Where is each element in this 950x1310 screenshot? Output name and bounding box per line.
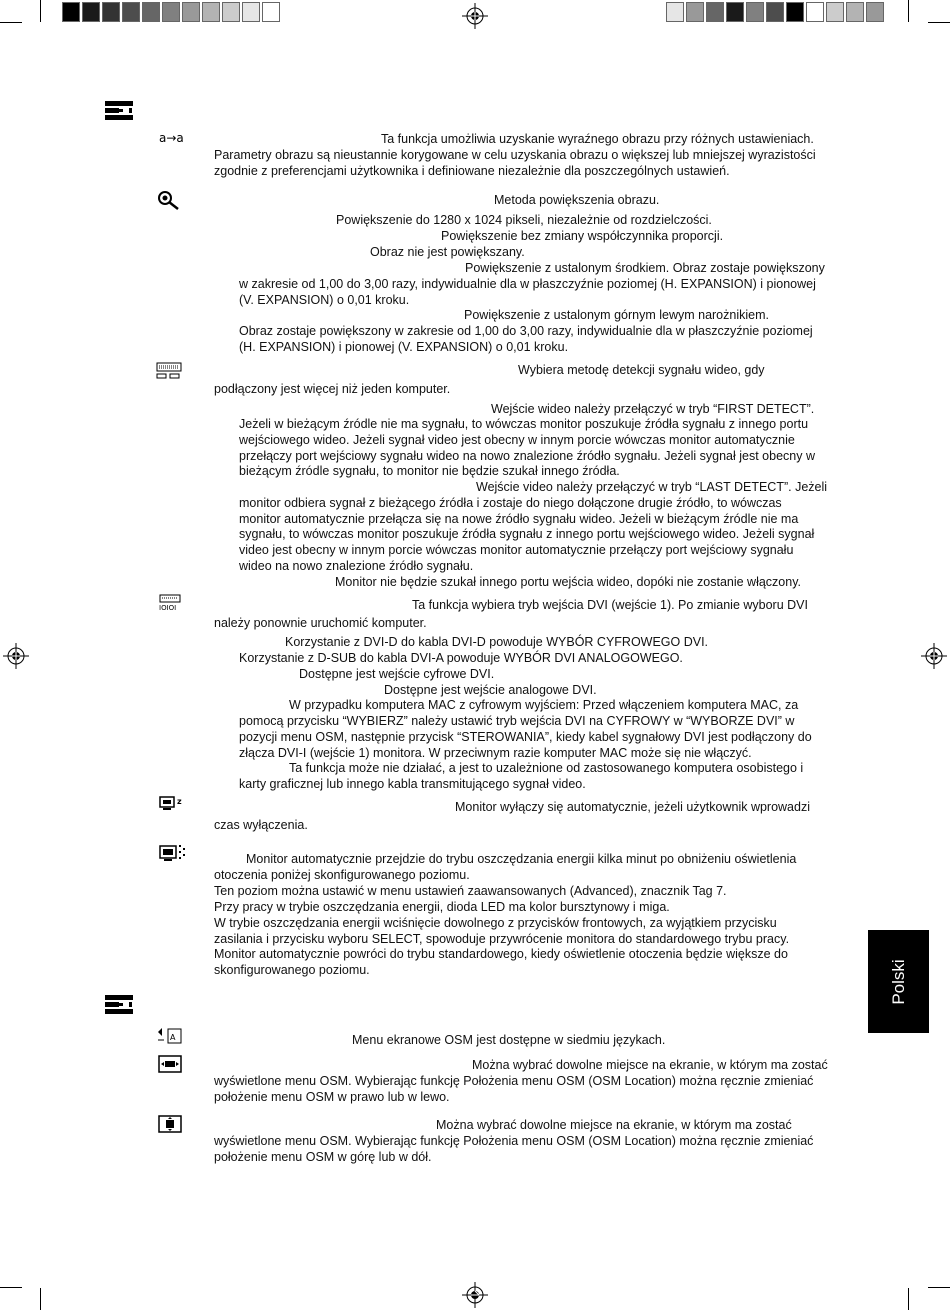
color-swatch	[82, 2, 100, 22]
text-line: Obraz zostaje powiększony w zakresie od 1,00 do 3,00 razy, indywidualnie dla w płaszczyźnie poziomej	[239, 324, 813, 338]
text-line: (V. EXPANSION) o 0,01 kroku.	[239, 293, 410, 307]
vertical-position-icon	[158, 1115, 182, 1133]
text-line: Parametry obrazu są nieustannie korygowane w celu uzyskania obrazu o większej lub mniejszej wyrazistości	[214, 148, 816, 162]
text-line: zasilania i przycisku wyboru SELECT, spowoduje przywrócenie monitora do standardowego trybu pracy.	[214, 932, 790, 946]
color-swatch	[726, 2, 744, 22]
registration-mark-icon	[921, 643, 947, 669]
color-swatch	[806, 2, 824, 22]
color-swatch	[202, 2, 220, 22]
crop-mark	[928, 1287, 950, 1288]
text-line: Powiększenie z ustalonym środkiem. Obraz zostaje powiększony	[465, 261, 825, 275]
text-line: otoczenia poniżej skonfigurowanego poziomu.	[214, 868, 470, 882]
text-line: Można wybrać dowolne miejsce na ekranie, w którym ma zostać	[472, 1058, 828, 1072]
crop-mark	[40, 0, 41, 22]
text-line: Można wybrać dowolne miejsce na ekranie, w którym ma zostać	[436, 1118, 792, 1132]
text-line: Przy pracy w trybie oszczędzania energii, dioda LED ma kolor bursztynowy i miga.	[214, 900, 670, 914]
color-swatch	[686, 2, 704, 22]
crop-mark	[928, 22, 950, 23]
text-line: Monitor wyłączy się automatycznie, jeżeli użytkownik wprowadzi	[455, 800, 810, 814]
text-line: Obraz nie jest powiększany.	[370, 245, 525, 259]
svg-text:a→a: a→a	[159, 131, 184, 145]
text-line: wejściowego wideo. Jeżeli sygnał video jest obecny w innym porcie wówczas monitor automatycznie	[239, 433, 795, 447]
text-line: skonfigurowanego poziomu.	[214, 963, 370, 977]
text-line: Powiększenie do 1280 x 1024 pikseli, niezależnie od rozdzielczości.	[336, 213, 712, 227]
text-line: Wejście wideo należy przełączyć w tryb “FIRST DETECT”.	[491, 402, 815, 416]
color-swatch	[666, 2, 684, 22]
svg-text:z: z	[177, 797, 182, 806]
registration-mark-icon	[462, 1282, 488, 1308]
text-line: przełączy port wejściowy sygnału wideo na nowo znalezione źródło sygnału. Jeżeli sygnał jest obecny w	[239, 449, 815, 463]
color-swatch	[262, 2, 280, 22]
text-line: wyświetlone menu OSM. Wybierając funkcję Położenia menu OSM (OSM Location) można ręcznie zmieniać	[214, 1074, 814, 1088]
color-swatch	[242, 2, 260, 22]
crop-mark	[0, 22, 22, 23]
color-swatch	[706, 2, 724, 22]
text-line: (H. EXPANSION) i pionowej (V. EXPANSION) o 0,01 kroku.	[239, 340, 569, 354]
color-swatch	[222, 2, 240, 22]
magnifier-icon	[156, 189, 182, 211]
language-icon	[156, 1026, 184, 1046]
color-swatch	[766, 2, 784, 22]
language-side-tab	[868, 930, 929, 1033]
text-line: Korzystanie z D-SUB do kabla DVI-A powoduje WYBÓR DVI ANALOGOWEGO.	[239, 651, 683, 665]
text-line: monitor automatycznie przełącza się na nowe źródło sygnału wideo. Jeżeli w bieżącym źródle nie ma	[239, 512, 799, 526]
text-line: Metoda powiększenia obrazu.	[494, 193, 660, 207]
sharpness-icon	[158, 130, 186, 146]
text-line: czas wyłączenia.	[214, 818, 308, 832]
text-line: Monitor nie będzie szukał innego portu wejścia wideo, dopóki nie zostanie włączony.	[335, 575, 802, 589]
text-line: Wybiera metodę detekcji sygnału wideo, gdy	[518, 363, 765, 377]
text-line: Powiększenie bez zmiany współczynnika proporcji.	[441, 229, 724, 243]
text-line: karty graficznej lub innego kabla transmitującego sygnał video.	[239, 777, 586, 791]
crop-mark	[40, 1288, 41, 1310]
svg-text:IOIOI: IOIOI	[159, 604, 177, 612]
color-swatch	[786, 2, 804, 22]
crop-mark	[908, 0, 909, 22]
color-swatch	[62, 2, 80, 22]
text-line: wideo na nowo znalezione źródło sygnału.	[239, 559, 474, 573]
text-line: złącza DVI-I (wejście 1) monitora. W przeciwnym razie komputer MAC może się nie włączyć.	[239, 746, 752, 760]
text-line: Monitor automatycznie przejdzie do trybu oszczędzania energii kilka minut po obniżeniu oświetlenia	[246, 852, 797, 866]
text-line: W trybie oszczędzania energii wciśnięcie dowolnego z przycisków frontowych, za wyjątkiem przycisku	[214, 916, 777, 930]
text-line: należy ponownie uruchomić komputer.	[214, 616, 427, 630]
text-line: Dostępne jest wejście cyfrowe DVI.	[299, 667, 495, 681]
registration-mark-icon	[3, 643, 29, 669]
text-line: położenie menu OSM w prawo lub w lewo.	[214, 1090, 450, 1104]
text-line: Menu ekranowe OSM jest dostępne w siedmiu językach.	[352, 1033, 666, 1047]
color-swatch	[122, 2, 140, 22]
text-line: w zakresie od 1,00 do 3,00 razy, indywidualnie dla w płaszczyźnie poziomej (H. EXPANSION) i pionowej	[239, 277, 816, 291]
dvi-connector-icon	[158, 594, 186, 612]
wrench-icon	[103, 993, 135, 1017]
horizontal-position-icon	[158, 1055, 182, 1073]
text-line: video jest obecny w innym porcie wówczas monitor automatycznie przełączy port wejściowy sygnału	[239, 543, 794, 557]
color-swatch	[866, 2, 884, 22]
text-line: podłączony jest więcej niż jeden komputer.	[214, 382, 451, 396]
text-line: wyświetlone menu OSM. Wybierając funkcję Położenia menu OSM (OSM Location) można ręcznie zmieniać	[214, 1134, 814, 1148]
text-line: położenie menu OSM w górę lub w dół.	[214, 1150, 432, 1164]
text-line: Dostępne jest wejście analogowe DVI.	[384, 683, 597, 697]
text-line: Korzystanie z DVI-D do kabla DVI-D powoduje WYBÓR CYFROWEGO DVI.	[285, 635, 709, 649]
text-line: zgodnie z preferencjami użytkownika i definiowane niezależnie dla poszczególnych ustawień.	[214, 164, 730, 178]
monitor-sleep-icon	[158, 795, 188, 813]
text-line: sygnału, to wówczas monitor poszukuje źródła sygnału z innego portu wejściowego wideo. Jeżeli sygnał	[239, 527, 815, 541]
text-line: bieżącym źródle sygnału, to monitor nie będzie szukał innego źródła.	[239, 464, 620, 478]
wrench-icon	[103, 99, 135, 123]
text-line: Ten poziom można ustawić w menu ustawień zaawansowanych (Advanced), znacznik Tag 7.	[214, 884, 727, 898]
text-line: Monitor automatycznie powróci do trybu standardowego, kiedy oświetlenie otoczenia będzie większe do	[214, 947, 788, 961]
text-line: pozycji menu OSM, następnie przycisk “STEROWANIA”, kiedy kabel sygnałowy DVI jest podłączony do	[239, 730, 812, 744]
text-line: Ta funkcja umożliwia uzyskanie wyraźnego obrazu przy różnych ustawieniach.	[381, 132, 814, 146]
keyboard-icon	[156, 362, 184, 380]
monitor-power-save-icon	[158, 842, 192, 866]
text-line: Jeżeli w bieżącym źródle nie ma sygnału, to wówczas monitor poszukuje źródła sygnału z innego portu	[239, 417, 809, 431]
color-swatch	[746, 2, 764, 22]
text-line: pomocą przycisku “WYBIERZ” należy ustawić tryb wejścia DVI na CYFROWY w “WYBORZE DVI” w	[239, 714, 795, 728]
text-line: Ta funkcja wybiera tryb wejścia DVI (wejście 1). Po zmianie wyboru DVI	[412, 598, 808, 612]
crop-mark	[908, 1288, 909, 1310]
text-line: Wejście video należy przełączyć w tryb “LAST DETECT”. Jeżeli	[476, 480, 828, 494]
registration-mark-icon	[462, 3, 488, 29]
language-tab-label: Polski	[888, 958, 908, 1005]
color-swatch	[142, 2, 160, 22]
color-swatch	[826, 2, 844, 22]
text-line: W przypadku komputera MAC z cyfrowym wyjściem: Przed włączeniem komputera MAC, za	[289, 698, 799, 712]
text-line: monitor odbiera sygnał z bieżącego źródła i zostaje do niego dołączone drugie źródło, to wówczas	[239, 496, 782, 510]
crop-mark	[0, 1287, 22, 1288]
color-swatch	[182, 2, 200, 22]
text-line: Ta funkcja może nie działać, a jest to uzależnione od zastosowanego komputera osobistego i	[289, 761, 804, 775]
color-swatch	[162, 2, 180, 22]
color-swatch	[846, 2, 864, 22]
color-swatch	[102, 2, 120, 22]
svg-text:A: A	[170, 1033, 176, 1042]
text-line: Powiększenie z ustalonym górnym lewym narożnikiem.	[464, 308, 769, 322]
